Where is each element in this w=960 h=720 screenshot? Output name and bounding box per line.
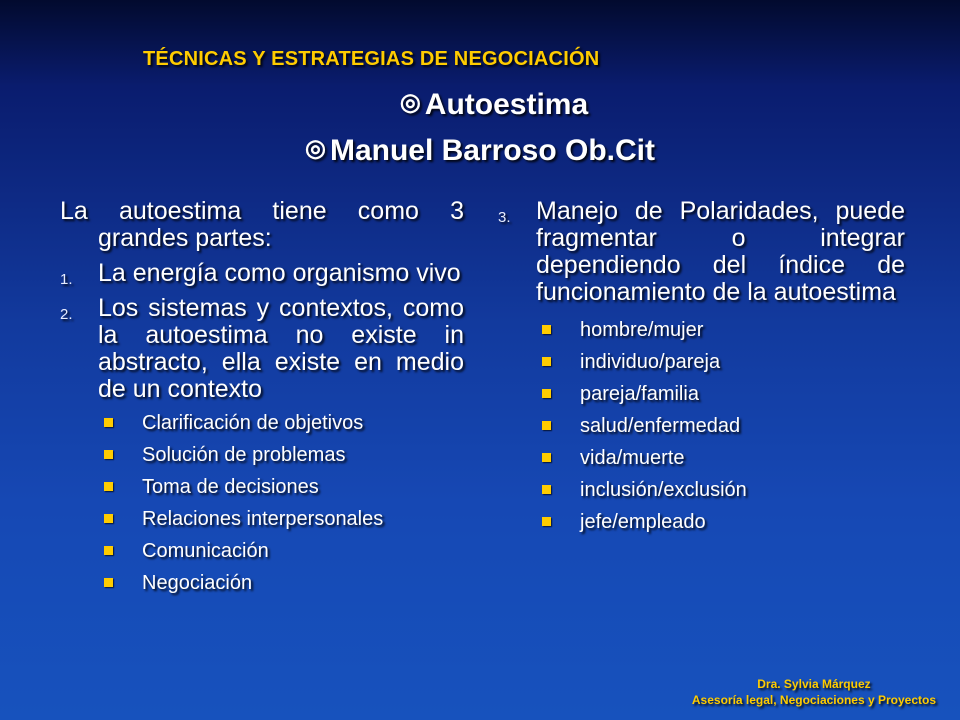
list-item-label: jefe/empleado	[580, 511, 706, 533]
square-bullet-icon	[104, 514, 113, 523]
square-bullet-icon	[542, 357, 551, 366]
list-item-label: Solución de problemas	[142, 444, 346, 466]
sub-list-polarities	[536, 318, 905, 534]
numbered-item-3	[498, 198, 905, 534]
list-item-label: Toma de decisiones	[142, 476, 319, 498]
numbered-item-1	[60, 260, 464, 287]
square-bullet-icon	[542, 389, 551, 398]
item-text: Los sistemas y contextos, como la autoestima no existe in abstracto, ella existe en medio de un contexto	[98, 294, 464, 403]
square-bullet-icon	[542, 485, 551, 494]
list-item	[98, 539, 464, 563]
square-bullet-icon	[542, 453, 551, 462]
list-item	[536, 318, 905, 342]
bullseye-bullet-icon: ◎	[399, 89, 421, 116]
list-item	[536, 350, 905, 374]
list-item-label: vida/muerte	[580, 447, 685, 469]
list-item	[98, 411, 464, 435]
list-item-label: pareja/familia	[580, 383, 699, 405]
item-number: 3.	[498, 209, 511, 226]
list-item	[536, 478, 905, 502]
square-bullet-icon	[104, 450, 113, 459]
list-item	[98, 571, 464, 595]
item-text: Manejo de Polaridades, puede fragmentar o integrar dependiendo del índice de funcionamiento de la autoestima	[536, 197, 905, 306]
list-item-label: Comunicación	[142, 540, 269, 562]
list-item-label: inclusión/exclusión	[580, 479, 747, 501]
item-number: 1.	[60, 271, 73, 288]
intro-paragraph: La autoestima tiene como 3 grandes partes:	[60, 197, 464, 252]
square-bullet-icon	[542, 325, 551, 334]
square-bullet-icon	[104, 578, 113, 587]
list-item-label: Relaciones interpersonales	[142, 508, 384, 530]
square-bullet-icon	[104, 482, 113, 491]
slide-title-author	[0, 134, 960, 168]
list-item	[536, 382, 905, 406]
numbered-item-2	[60, 295, 464, 595]
square-bullet-icon	[104, 418, 113, 427]
square-bullet-icon	[104, 546, 113, 555]
list-item	[98, 475, 464, 499]
bullseye-bullet-icon: ◎	[305, 135, 326, 162]
list-item-label: hombre/mujer	[580, 319, 704, 341]
list-item-label: Negociación	[142, 572, 253, 594]
list-item	[98, 443, 464, 467]
item-number: 2.	[60, 306, 73, 323]
list-item-label: individuo/pareja	[580, 351, 721, 373]
list-item	[536, 510, 905, 534]
square-bullet-icon	[542, 421, 551, 430]
footer-credit	[692, 676, 936, 708]
sub-list-skills	[98, 411, 464, 595]
title-author-text: Manuel Barroso Ob.Cit	[329, 134, 655, 167]
list-item	[536, 414, 905, 438]
list-item-label: salud/enfermedad	[580, 415, 741, 437]
list-item	[536, 446, 905, 470]
left-column	[60, 198, 464, 603]
square-bullet-icon	[542, 517, 551, 526]
list-item-label: Clarificación de objetivos	[142, 412, 364, 434]
section-title: TÉCNICAS Y ESTRATEGIAS DE NEGOCIACIÓN	[143, 48, 600, 70]
footer-subtitle: Asesoría legal, Negociaciones y Proyectos	[691, 693, 936, 707]
footer-name: Dra. Sylvia Márquez	[757, 677, 871, 691]
title-autoestima-text: Autoestima	[424, 88, 589, 121]
list-item	[98, 507, 464, 531]
item-text: La energía como organismo vivo	[98, 259, 461, 287]
right-column	[498, 198, 905, 542]
slide-title-autoestima	[14, 88, 960, 122]
